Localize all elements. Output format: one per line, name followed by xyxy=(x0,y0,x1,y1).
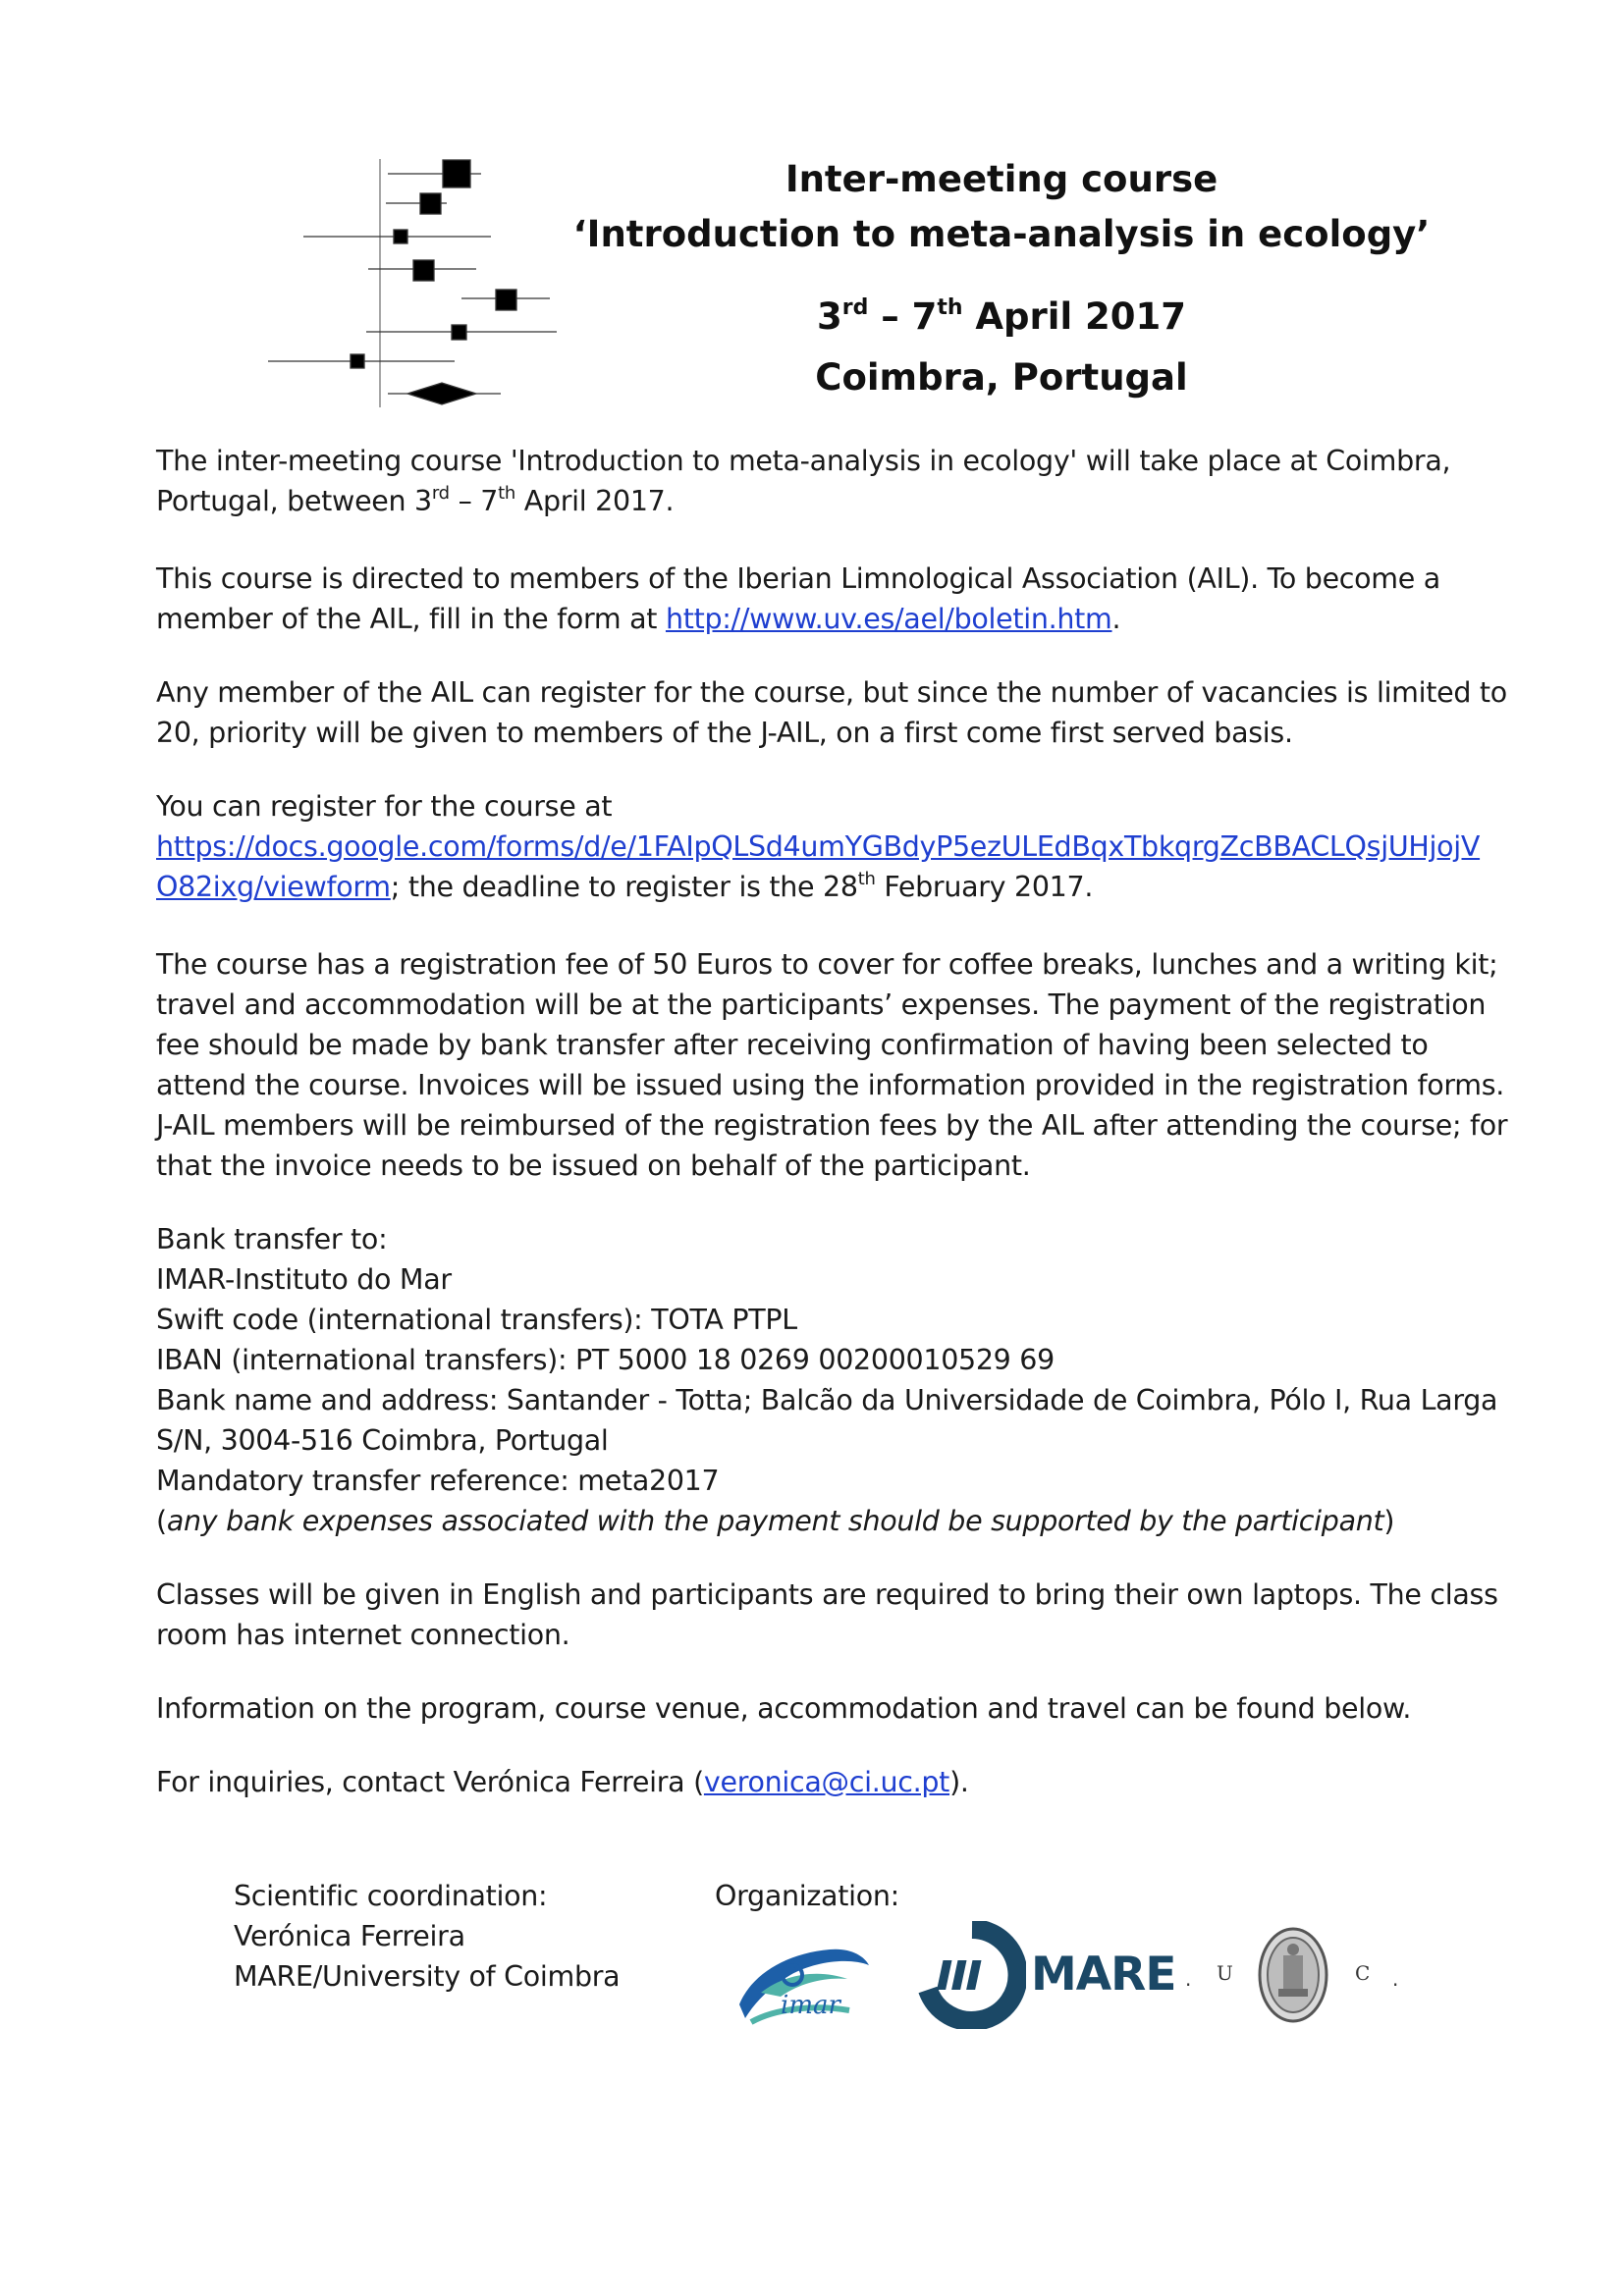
course-subtitle: ‘Introduction to meta-analysis in ecology’ xyxy=(572,213,1431,255)
mare-logo-text: MARE xyxy=(1031,1948,1176,2002)
membership-form-link[interactable]: http://www.uv.es/ael/boletin.htm xyxy=(665,603,1112,635)
paragraph-registration: You can register for the course at https://docs.google.com/forms/d/e/1FAIpQLSd4umYGBdyP5ezULEdBqxTbkqrgZcBBACLQsjUHjojV O82ixg/viewform; the deadline to register is the 28th February 2017. xyxy=(156,790,1481,903)
forest-plot-point xyxy=(443,160,470,187)
registration-form-link-continued[interactable]: O82ixg/viewform xyxy=(156,871,391,903)
paragraph-classes: Classes will be given in English and participants are required to bring their own laptops. The class room has internet connection. xyxy=(156,1578,1498,1651)
course-dates: 3rd – 7th April 2017 xyxy=(816,295,1187,338)
coordination-label: Scientific coordination: xyxy=(234,1880,548,1912)
mare-logo-icon xyxy=(918,1921,1026,2029)
course-title: Inter-meeting course xyxy=(785,158,1218,200)
uc-logo-letter-c: C xyxy=(1355,1961,1371,1985)
scientific-coordination xyxy=(234,1876,685,1997)
coordinator-affiliation: MARE/University of Coimbra xyxy=(234,1960,621,1993)
title-block xyxy=(550,152,1453,405)
forest-plot-point xyxy=(452,325,466,340)
paragraph-fee: The course has a registration fee of 50 Euros to cover for coffee breaks, lunches and a writing kit; travel and accommodation will be at the participants’ expenses. The payment of the registration fee should be made by bank transfer after receiving confirmation of having been selected to attend the course. Invoices will be issued using the information provided in the registration forms. J-AIL members will be reimbursed of the registration fees by the AIL after attending the course; for that the invoice needs to be issued on behalf of the participant. xyxy=(156,948,1508,1182)
course-location: Coimbra, Portugal xyxy=(815,356,1188,399)
forest-plot-point xyxy=(420,193,441,214)
coordinator-name: Verónica Ferreira xyxy=(234,1920,465,1952)
forest-plot-logo xyxy=(260,147,565,412)
forest-plot-point xyxy=(394,230,407,243)
forest-plot-point xyxy=(496,290,516,310)
imar-logo-text: imar xyxy=(781,1991,840,2020)
organization-label: Organization: xyxy=(715,1880,899,1912)
university-of-coimbra-seal xyxy=(1257,1926,1329,2024)
bank-details: Bank transfer to: IMAR-Instituto do Mar Swift code (international transfers): TOTA PTPL IBAN (international transfers): PT 5000 18 0269 00200010529 69 Bank name and address: Santander - Totta; Balcão da Universidade de Coimbra, Pólo I, Rua Larga S/N, 3004-516 Coimbra, Portugal Mandatory transfer reference: meta2017 (any bank expenses associated with the payment should be supported by the participant) xyxy=(156,1219,1491,1541)
forest-plot-summary-diamond xyxy=(407,383,476,404)
forest-plot-point xyxy=(351,354,364,368)
uc-logo-dot: · xyxy=(1392,1973,1399,1997)
uc-logo-letter-u: U xyxy=(1217,1961,1233,1985)
body-text xyxy=(156,441,1508,1836)
paragraph-membership: This course is directed to members of the Iberian Limnological Association (AIL). To become a member of the AIL, fill in the form at http://www.uv.es/ael/boletin.htm. xyxy=(156,562,1440,635)
paragraph-vacancies: Any member of the AIL can register for the course, but since the number of vacancies is limited to 20, priority will be given to members of the J-AIL, on a first come first served basis. xyxy=(156,676,1507,749)
paragraph-inquiries: For inquiries, contact Verónica Ferreira (veronica@ci.uc.pt). xyxy=(156,1766,969,1798)
paragraph-intro: The inter-meeting course 'Introduction to meta-analysis in ecology' will take place at Coimbra, Portugal, between 3rd – 7th April 2017. xyxy=(156,445,1451,517)
bank-expenses-note: (any bank expenses associated with the payment should be supported by the participant) xyxy=(156,1505,1395,1537)
forest-plot-point xyxy=(413,260,434,281)
paragraph-information: Information on the program, course venue, accommodation and travel can be found below. xyxy=(156,1692,1412,1725)
contact-email-link[interactable]: veronica@ci.uc.pt xyxy=(703,1766,950,1798)
uc-logo-dot: · xyxy=(1185,1973,1192,1997)
registration-form-link[interactable]: https://docs.google.com/forms/d/e/1FAIpQLSd4umYGBdyP5ezULEdBqxTbkqrgZcBBACLQsjUHjojV xyxy=(156,830,1481,863)
